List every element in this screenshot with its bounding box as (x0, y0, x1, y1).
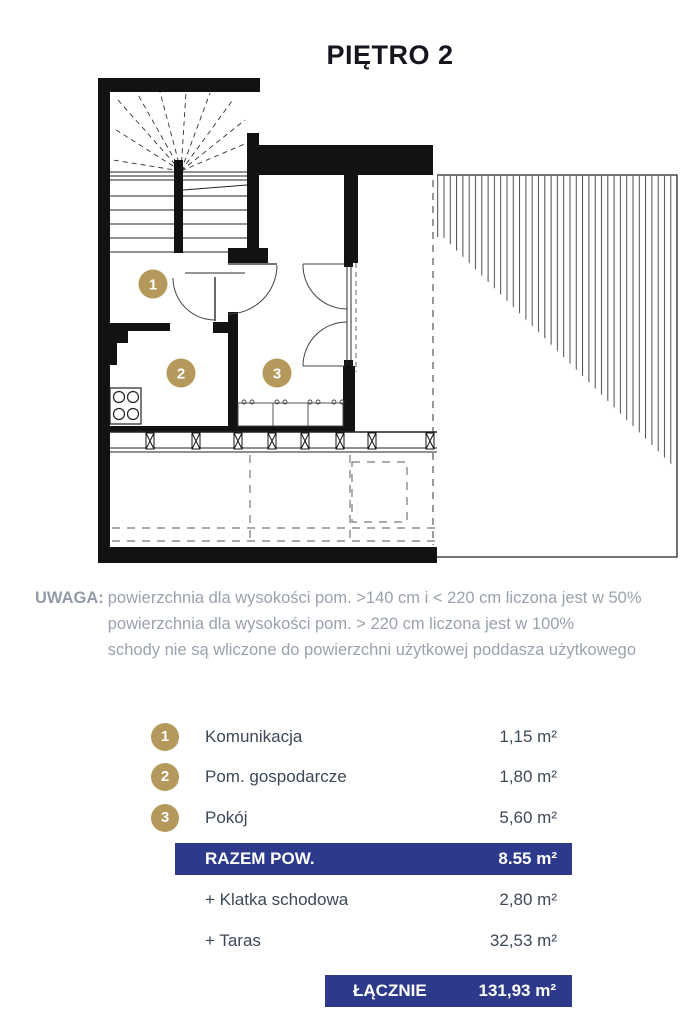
legend-label: + Klatka schodowa (205, 890, 349, 909)
door-swing-arc (173, 278, 215, 320)
total-bar (325, 975, 572, 1007)
stove-icon (110, 388, 141, 424)
counter (238, 400, 344, 426)
note-line-3: schody nie są wliczone do powierzchni użytkowej poddasza użytkowego (107, 641, 637, 659)
legend-label: Pokój (205, 808, 248, 827)
svg-text:2: 2 (176, 365, 186, 383)
legend-row-pokoj (0, 804, 686, 832)
legend-label: Pom. gospodarcze (205, 767, 347, 786)
page-title: PIĘTRO 2 (326, 40, 454, 70)
total-value: 131,93 m² (478, 981, 556, 1000)
legend-row-pom-gospodarcze (0, 763, 686, 791)
terrace-dashed-marks (112, 455, 435, 545)
roof-slope-hatch (437, 176, 676, 469)
staircase (110, 92, 247, 253)
room-marker-2 (167, 359, 196, 388)
stair-winder-lines (113, 92, 247, 171)
room-marker-1 (139, 270, 168, 299)
legend-badge-1: 1 (151, 723, 179, 751)
casement-swing-arc (303, 264, 347, 309)
svg-text:1: 1 (148, 276, 158, 294)
stair-newel-post (174, 160, 183, 253)
legend-value: 32,53 m² (489, 931, 557, 950)
note-label: UWAGA: (35, 589, 104, 607)
doors (173, 264, 347, 366)
door-swing-arc (228, 265, 277, 314)
subtotal-label: RAZEM POW. (205, 849, 315, 868)
note (35, 585, 642, 663)
legend-label: + Taras (205, 931, 261, 950)
legend-value: 1,80 m² (499, 767, 557, 786)
note-line-1: powierzchnia dla wysokości pom. >140 cm i < 220 cm liczona jest w 50% (107, 589, 642, 607)
legend-value: 5,60 m² (499, 808, 557, 827)
terrace-outline (433, 175, 677, 557)
legend-row-klatka-schodowa (0, 886, 686, 914)
legend-row-taras (0, 927, 686, 955)
legend-value: 2,80 m² (499, 890, 557, 909)
total-label: ŁĄCZNIE (353, 981, 427, 1000)
interior-lines (185, 265, 351, 365)
casement-swing-arc (303, 322, 347, 366)
railing (110, 432, 437, 452)
legend-value: 1,15 m² (499, 727, 557, 746)
legend-row-komunikacja (0, 723, 686, 751)
subtotal-value: 8.55 m² (498, 849, 557, 868)
legend-label: Komunikacja (205, 727, 303, 746)
legend-badge-3: 3 (151, 804, 179, 832)
room-marker-3 (263, 359, 292, 388)
svg-text:3: 3 (272, 365, 282, 383)
legend-badge-2: 2 (151, 763, 179, 791)
note-line-2: powierzchnia dla wysokości pom. > 220 cm liczona jest w 100% (107, 615, 575, 633)
subtotal-bar (175, 843, 572, 875)
